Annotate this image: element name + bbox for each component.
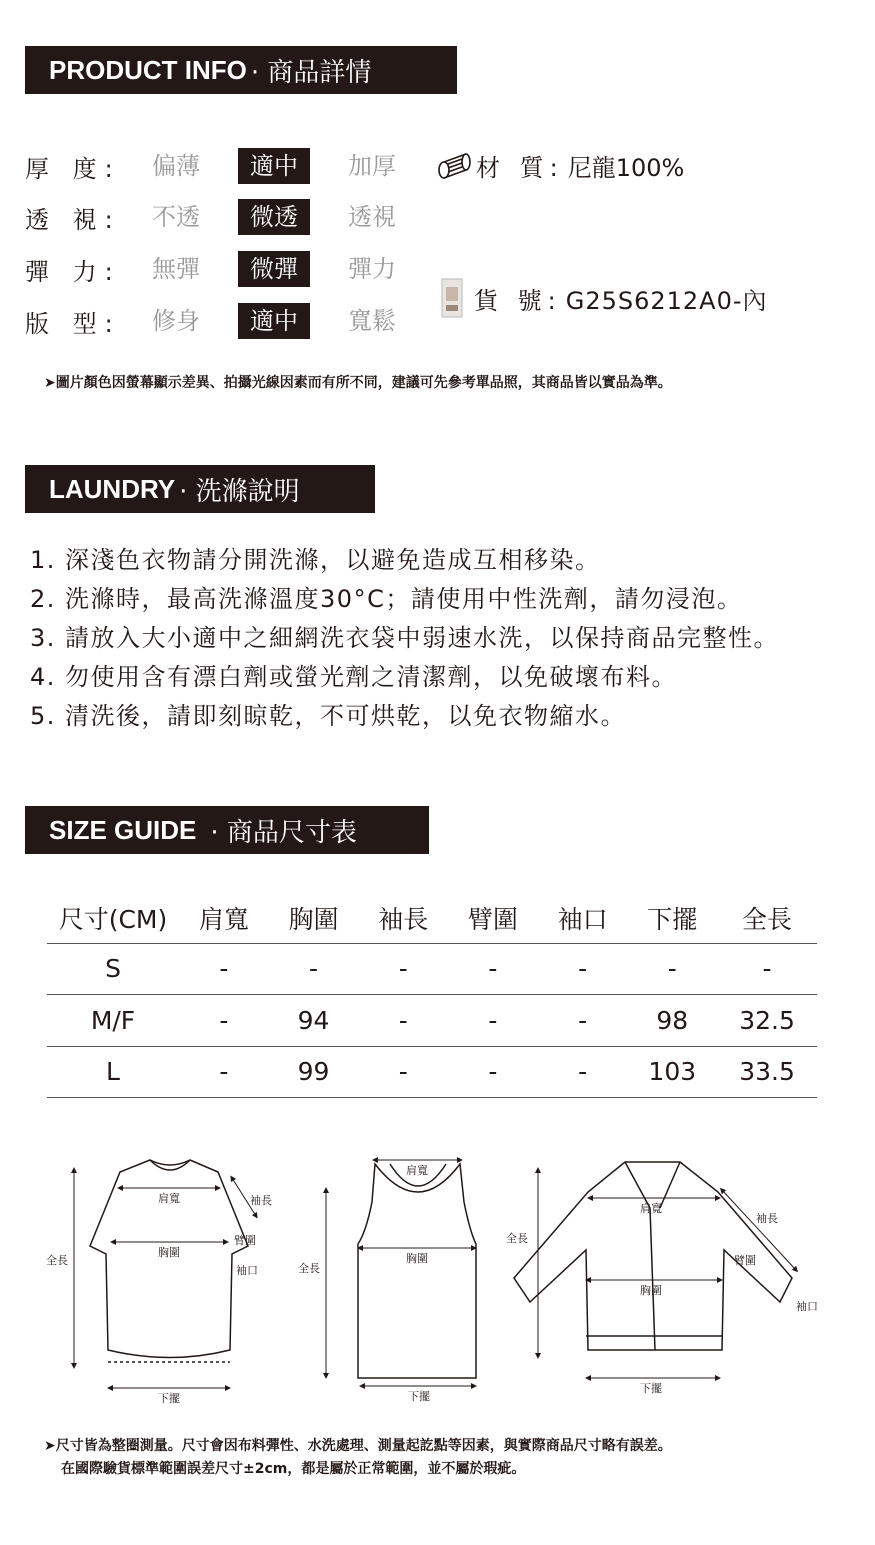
- attribute-option: 寬鬆: [348, 307, 396, 335]
- size-table: [47, 893, 817, 1098]
- attribute-option-selected: 適中: [238, 303, 310, 339]
- attribute-option-selected: 適中: [238, 148, 310, 184]
- table-cell: 98: [627, 995, 717, 1047]
- table-cell: -: [448, 943, 538, 995]
- attribute-row: [25, 199, 434, 235]
- table-cell: 32.5: [717, 995, 817, 1047]
- attribute-option: 無彈: [152, 255, 200, 283]
- diag-shoulder-label: 肩寬: [406, 1164, 428, 1177]
- diag-hem-label: 下擺: [408, 1390, 430, 1403]
- table-cell: -: [179, 1046, 269, 1098]
- size-guide-header: [25, 806, 429, 854]
- attribute-label: 透 視:: [25, 205, 121, 234]
- diag-shoulder-label: 肩寬: [158, 1192, 180, 1205]
- size-note-line2: 在國際驗貨標準範圍誤差尺寸±2cm，都是屬於正常範圍，並不屬於瑕疵。: [61, 1461, 526, 1477]
- attribute-option: 修身: [152, 307, 200, 335]
- attribute-option: 彈力: [348, 255, 396, 283]
- laundry-item: 3. 請放入大小適中之細網洗衣袋中弱速水洗，以保持商品完整性。: [30, 624, 780, 652]
- table-cell: 94: [269, 995, 359, 1047]
- attribute-label: 彈 力:: [25, 257, 121, 286]
- diag-cuff-label: 袖口: [796, 1300, 818, 1313]
- col-chest: 胸圍: [269, 893, 359, 943]
- table-cell: -: [538, 995, 628, 1047]
- diag-sleeve-label: 袖長: [756, 1212, 778, 1225]
- table-cell: -: [448, 1046, 538, 1098]
- table-cell: 103: [627, 1046, 717, 1098]
- table-cell: L: [47, 1046, 179, 1098]
- attribute-row: [25, 148, 434, 184]
- attribute-option: 偏薄: [152, 152, 200, 180]
- measurement-diagrams: [0, 1150, 875, 1410]
- laundry-item: 1. 深淺色衣物請分開洗滌，以避免造成互相移染。: [30, 546, 601, 574]
- diag-chest-label: 胸圍: [406, 1252, 428, 1265]
- diag-chest-label: 胸圍: [640, 1284, 662, 1297]
- product-info-header: [25, 46, 457, 94]
- size-note-line1: ➤尺寸皆為整圈測量。尺寸會因布料彈性、水洗處理、測量起訖點等因素，與實際商品尺寸略有誤差。: [44, 1438, 672, 1454]
- table-row: [47, 1046, 817, 1098]
- header-en: SIZE GUIDE: [49, 814, 197, 845]
- table-header-row: [47, 893, 817, 943]
- laundry-item: 5. 清洗後，請即刻晾乾，不可烘乾，以免衣物縮水。: [30, 702, 627, 730]
- size-note: [44, 1435, 672, 1481]
- table-cell: -: [358, 1046, 448, 1098]
- diag-length-label: 全長: [506, 1232, 528, 1245]
- header-zh: · 洗滌說明: [179, 476, 300, 507]
- header-en: LAUNDRY: [49, 473, 176, 504]
- table-row: [47, 943, 817, 995]
- laundry-item: 2. 洗滌時，最高洗滌溫度30°C；請使用中性洗劑，請勿浸泡。: [30, 585, 743, 613]
- col-size: 尺寸(CM): [47, 893, 179, 943]
- header-zh: · 商品詳情: [250, 57, 372, 88]
- table-cell: -: [179, 943, 269, 995]
- table-cell: -: [717, 943, 817, 995]
- table-row: [47, 995, 817, 1047]
- header-zh: · 商品尺寸表: [210, 817, 357, 848]
- diag-length-label: 全長: [298, 1262, 320, 1275]
- diag-arm-label: 臂圍: [734, 1254, 756, 1267]
- table-cell: -: [358, 995, 448, 1047]
- attribute-row: [25, 303, 434, 339]
- sku-info: [440, 277, 768, 319]
- col-hem: 下擺: [627, 893, 717, 943]
- diag-sleeve-label: 袖長: [250, 1194, 272, 1207]
- diag-hem-label: 下擺: [640, 1382, 662, 1395]
- attribute-label: 版 型:: [25, 309, 121, 338]
- material-info: [436, 148, 684, 183]
- col-shoulder: 肩寬: [179, 893, 269, 943]
- diag-arm-label: 臂圍: [234, 1234, 256, 1247]
- table-cell: S: [47, 943, 179, 995]
- sku-value: G25S6212A0-內: [565, 286, 768, 315]
- table-cell: 33.5: [717, 1046, 817, 1098]
- laundry-list: [30, 540, 779, 735]
- sku-label: 貨 號:: [474, 286, 562, 315]
- table-cell: 99: [269, 1046, 359, 1098]
- color-note: ➤圖片顏色因螢幕顯示差異、拍攝光線因素而有所不同，建議可先參考單品照，其商品皆以實品為準。: [44, 375, 672, 391]
- table-cell: M/F: [47, 995, 179, 1047]
- col-cuff: 袖口: [538, 893, 628, 943]
- table-cell: -: [627, 943, 717, 995]
- col-arm: 臂圍: [448, 893, 538, 943]
- attribute-option-selected: 微彈: [238, 251, 310, 287]
- table-cell: -: [538, 1046, 628, 1098]
- attribute-option: 加厚: [348, 152, 396, 180]
- diag-shoulder-label: 肩寬: [640, 1202, 662, 1215]
- diag-chest-label: 胸圍: [158, 1246, 180, 1259]
- table-cell: -: [179, 995, 269, 1047]
- table-cell: -: [448, 995, 538, 1047]
- attribute-option: 不透: [152, 203, 200, 231]
- table-cell: -: [538, 943, 628, 995]
- material-label: 材 質:: [476, 154, 564, 182]
- header-en: PRODUCT INFO: [49, 54, 247, 85]
- attribute-option-selected: 微透: [238, 199, 310, 235]
- laundry-item: 4. 勿使用含有漂白劑或螢光劑之清潔劑，以免破壞布料。: [30, 663, 678, 691]
- attribute-label: 厚 度:: [25, 154, 121, 183]
- col-length: 全長: [717, 893, 817, 943]
- col-sleeve: 袖長: [358, 893, 448, 943]
- diag-hem-label: 下擺: [158, 1392, 180, 1405]
- tag-icon: [440, 277, 466, 319]
- diag-length-label: 全長: [46, 1254, 68, 1267]
- material-value: 尼龍100%: [567, 154, 685, 182]
- tank-outline: [358, 1164, 476, 1378]
- diag-cuff-label: 袖口: [236, 1264, 258, 1277]
- attribute-row: [25, 251, 434, 287]
- table-cell: -: [358, 943, 448, 995]
- fabric-roll-icon: [436, 150, 472, 182]
- table-cell: -: [269, 943, 359, 995]
- attribute-option: 透視: [348, 203, 396, 231]
- laundry-header: [25, 465, 375, 513]
